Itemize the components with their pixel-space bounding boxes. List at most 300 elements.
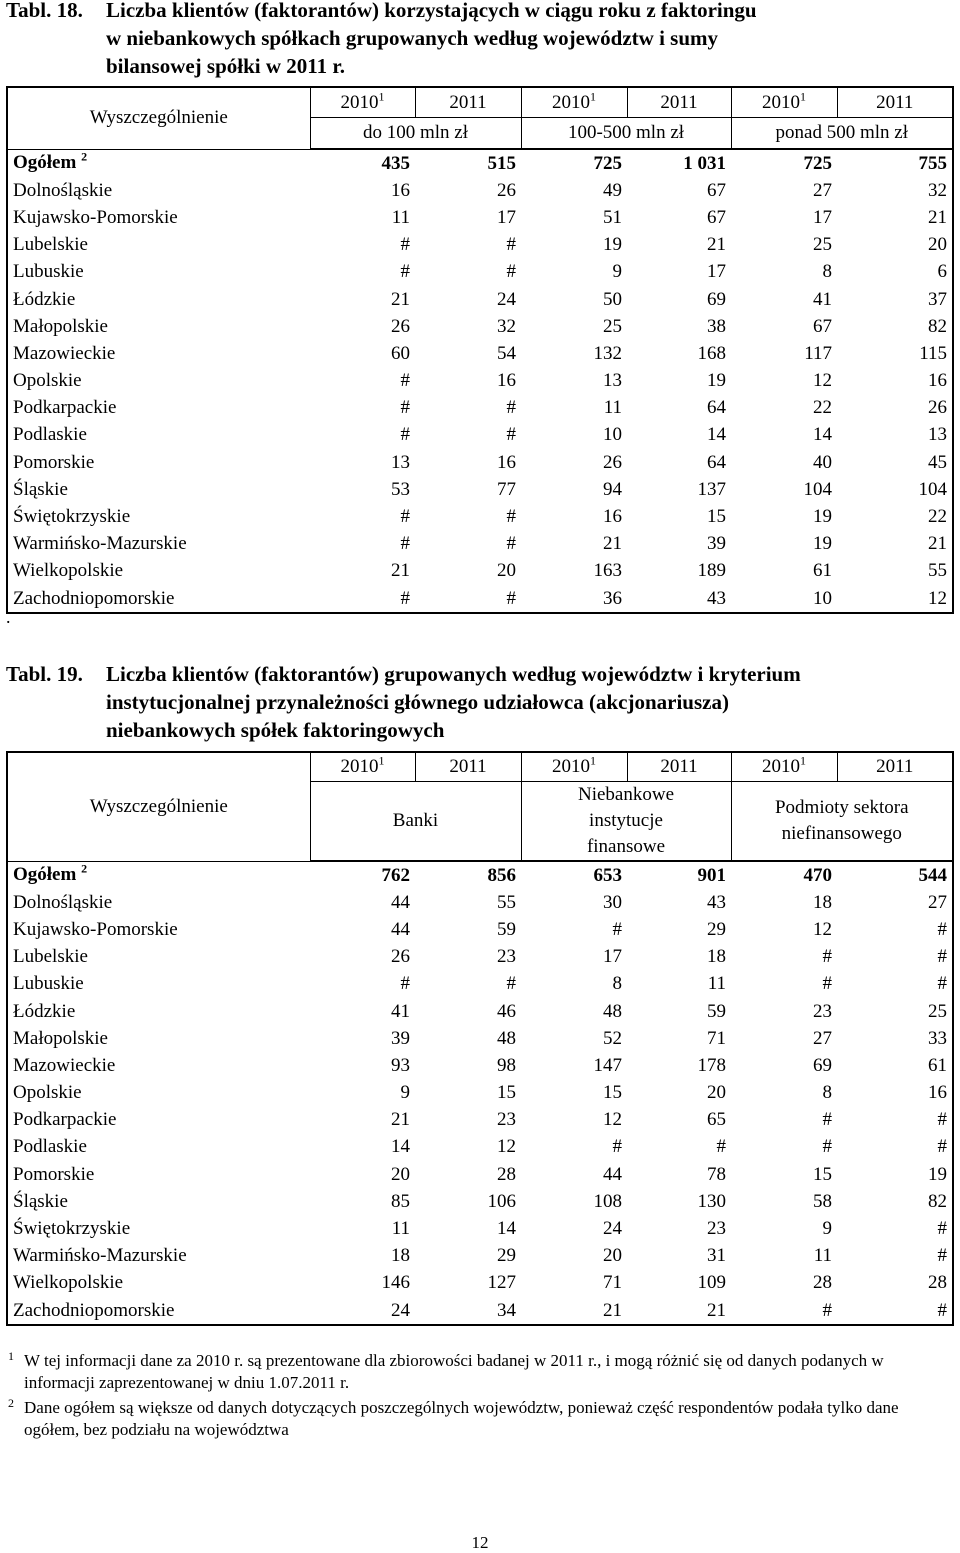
table-cell: 17	[813, 206, 832, 228]
table-row	[7, 232, 953, 259]
table-row	[7, 944, 953, 971]
table-18	[6, 86, 954, 614]
table-cell: #	[612, 918, 622, 940]
table-cell: 11	[391, 1218, 410, 1240]
row-label: Kujawsko-Pomorskie	[13, 206, 178, 228]
year-header: 2010$^1$	[521, 752, 627, 782]
table-cell: 725	[803, 152, 832, 174]
table-cell: #	[400, 587, 410, 609]
table-19-title-line: Liczba klientów (faktorantów) grupowanych według województw i kryterium	[106, 662, 801, 686]
table-row	[7, 422, 953, 449]
table-cell: 44	[391, 918, 410, 940]
footnote	[8, 1350, 948, 1394]
table-cell: 27	[813, 179, 832, 201]
row-label: Świętokrzyskie	[13, 1218, 131, 1240]
table-cell: 27	[928, 891, 947, 913]
table-cell: 14	[813, 424, 832, 446]
year-header: 2010$^1$	[731, 752, 837, 782]
table-18-body	[7, 149, 953, 613]
table-cell: 54	[497, 342, 516, 364]
table-cell: 6	[937, 261, 947, 283]
row-label: Dolnośląskie	[13, 891, 113, 913]
year-header: 2010$^1$	[731, 87, 837, 118]
table-cell: 31	[707, 1245, 726, 1267]
table-cell: 16	[603, 506, 622, 528]
table-cell: 21	[391, 560, 410, 582]
row-label: Lubelskie	[13, 946, 88, 968]
table-cell: 9	[400, 1082, 410, 1104]
table-cell: 36	[603, 587, 622, 609]
table-cell: 470	[803, 864, 832, 886]
table-cell: 59	[707, 1000, 726, 1022]
table-cell: #	[400, 370, 410, 392]
year-header: 2011	[627, 87, 731, 118]
table-cell: 130	[697, 1190, 726, 1212]
table-cell: 94	[603, 478, 622, 500]
table-cell: 16	[928, 1082, 947, 1104]
table-cell: 65	[707, 1109, 726, 1131]
table-cell: 48	[497, 1027, 516, 1049]
table-cell: 13	[391, 451, 410, 473]
footnote-mark: 2	[8, 1396, 14, 1410]
table-row	[7, 286, 953, 313]
table-cell: 146	[381, 1272, 410, 1294]
group-header: Podmioty sektora niefinansowego	[731, 782, 953, 862]
group-header: do 100 mln zł	[310, 118, 521, 150]
group-header: Niebankowe instytucje finansowe	[521, 782, 731, 862]
year-header: 2011	[415, 752, 521, 782]
table-cell: 27	[813, 1027, 832, 1049]
row-label: Warmińsko-Mazurskie	[13, 533, 187, 555]
table-cell: 106	[487, 1190, 516, 1212]
row-label: Podkarpackie	[13, 1109, 117, 1131]
row-label: Warmińsko-Mazurskie	[13, 1245, 187, 1267]
table-cell: 21	[603, 1299, 622, 1321]
table-18-title	[6, 0, 946, 80]
table-19-title-line: instytucjonalnej przynależności głównego udziałowca (akcjonariusza)	[106, 690, 729, 714]
table-cell: #	[400, 424, 410, 446]
table-row	[7, 259, 953, 286]
row-label: Podlaskie	[13, 424, 87, 446]
table-19-title	[6, 660, 946, 744]
table-cell: 28	[928, 1272, 947, 1294]
table-cell: 44	[603, 1163, 622, 1185]
row-label: Lubelskie	[13, 234, 88, 256]
table-cell: 21	[391, 288, 410, 310]
table-cell: 67	[813, 315, 832, 337]
row-label: Opolskie	[13, 1082, 82, 1104]
table-cell: 64	[707, 397, 726, 419]
table-19-body	[7, 861, 953, 1325]
table-cell: 28	[813, 1272, 832, 1294]
table-cell: 19	[707, 370, 726, 392]
table-cell: 58	[813, 1190, 832, 1212]
table-cell: #	[937, 1299, 947, 1321]
table-cell: 49	[603, 179, 622, 201]
table-cell: #	[937, 1218, 947, 1240]
table-cell: 82	[928, 315, 947, 337]
table-cell: 12	[928, 587, 947, 609]
year-header: 2010$^1$	[310, 752, 415, 782]
table-row	[7, 395, 953, 422]
table-cell: #	[506, 973, 516, 995]
table-cell: #	[506, 587, 516, 609]
table-cell: #	[400, 261, 410, 283]
table-row	[7, 916, 953, 943]
table-cell: 8	[822, 261, 832, 283]
table-cell: 10	[603, 424, 622, 446]
table-cell: 93	[391, 1054, 410, 1076]
table-cell: 20	[603, 1245, 622, 1267]
table-cell: 29	[497, 1245, 516, 1267]
table-cell: 78	[707, 1163, 726, 1185]
table-cell: 12	[497, 1136, 516, 1158]
table-row	[7, 1215, 953, 1242]
table-row	[7, 368, 953, 395]
table-18-header-years	[7, 87, 953, 118]
table-cell: 16	[928, 370, 947, 392]
table-cell: #	[822, 973, 832, 995]
table-cell: 21	[603, 533, 622, 555]
footnote	[8, 1397, 948, 1441]
table-cell: 755	[918, 152, 947, 174]
table-cell: #	[506, 397, 516, 419]
table-cell: 41	[813, 288, 832, 310]
table-cell: 77	[497, 478, 516, 500]
table-cell: 21	[391, 1109, 410, 1131]
row-label: Podlaskie	[13, 1136, 87, 1158]
table-cell: 115	[919, 342, 947, 364]
table-row	[7, 204, 953, 231]
row-label: Wielkopolskie	[13, 1272, 124, 1294]
table-cell: 39	[707, 533, 726, 555]
row-label: Śląskie	[13, 478, 68, 500]
table-cell: 28	[497, 1163, 516, 1185]
total-row	[7, 861, 953, 889]
table-cell: #	[937, 918, 947, 940]
table-18-title-line: w niebankowych spółkach grupowanych według województw i sumy	[106, 26, 719, 50]
table-cell: #	[506, 424, 516, 446]
table-cell: 33	[928, 1027, 947, 1049]
group-header: ponad 500 mln zł	[731, 118, 953, 150]
table-cell: 12	[603, 1109, 622, 1131]
year-header: 2011	[415, 87, 521, 118]
table-cell: 11	[603, 397, 622, 419]
table-cell: 178	[697, 1054, 726, 1076]
table-cell: 13	[603, 370, 622, 392]
table-cell: 39	[391, 1027, 410, 1049]
table-cell: #	[400, 506, 410, 528]
row-label: Małopolskie	[13, 315, 108, 337]
table-cell: 17	[707, 261, 726, 283]
row-label: Łódzkie	[13, 288, 76, 310]
table-cell: 20	[707, 1082, 726, 1104]
table-row	[7, 476, 953, 503]
table-cell: 19	[813, 506, 832, 528]
table-cell: 16	[391, 179, 410, 201]
row-label: Ogółem $^2$	[13, 862, 88, 886]
table-cell: 26	[391, 315, 410, 337]
table-19	[6, 751, 954, 1326]
table-cell: 132	[593, 342, 622, 364]
table-row	[7, 1188, 953, 1215]
table-cell: 48	[603, 1000, 622, 1022]
table-cell: 41	[391, 1000, 410, 1022]
table-18-title-line: bilansowej spółki w 2011 r.	[106, 54, 346, 78]
table-cell: 19	[603, 234, 622, 256]
table-cell: 14	[497, 1218, 516, 1240]
table-cell: 725	[593, 152, 622, 174]
table-cell: 104	[918, 478, 947, 500]
table-cell: 127	[487, 1272, 516, 1294]
table-cell: 26	[497, 179, 516, 201]
table-row	[7, 1161, 953, 1188]
table-cell: 14	[391, 1136, 410, 1158]
table-cell: 64	[707, 451, 726, 473]
table-cell: 8	[612, 973, 622, 995]
table-cell: 34	[497, 1299, 516, 1321]
row-label: Lubuskie	[13, 973, 84, 995]
table-cell: 60	[391, 342, 410, 364]
table-row	[7, 340, 953, 367]
table-cell: 762	[381, 864, 410, 886]
table-cell: 15	[497, 1082, 516, 1104]
row-label: Podkarpackie	[13, 397, 117, 419]
table-cell: 85	[391, 1190, 410, 1212]
table-row	[7, 503, 953, 530]
table-cell: 11	[813, 1245, 832, 1267]
table-cell: 117	[804, 342, 832, 364]
table-cell: #	[506, 506, 516, 528]
table-cell: 1 031	[683, 152, 726, 174]
year-header: 2010$^1$	[521, 87, 627, 118]
table-cell: #	[822, 946, 832, 968]
table-cell: 26	[928, 397, 947, 419]
table-row	[7, 1052, 953, 1079]
row-label: Pomorskie	[13, 451, 95, 473]
table-cell: 9	[822, 1218, 832, 1240]
table-cell: 104	[803, 478, 832, 500]
table-cell: 23	[813, 1000, 832, 1022]
table-cell: 137	[697, 478, 726, 500]
table-cell: 71	[603, 1272, 622, 1294]
footnote-text: W tej informacji dane za 2010 r. są prezentowane dla zbiorowości badanej w 2011 r., i mogą różnić się od danych podanych w informacji zaprezentowanej w dniu 1.07.2011 r.	[24, 1351, 884, 1392]
row-label: Świętokrzyskie	[13, 506, 131, 528]
table-cell: #	[506, 261, 516, 283]
table-cell: #	[506, 234, 516, 256]
table-cell: 55	[497, 891, 516, 913]
table-cell: 20	[497, 560, 516, 582]
table-cell: #	[822, 1136, 832, 1158]
table-cell: 59	[497, 918, 516, 940]
table-18-number: Tabl. 18.	[6, 0, 83, 22]
year-header: 2011	[837, 752, 953, 782]
table-19-title-line: niebankowych spółek faktoringowych	[106, 718, 445, 742]
table-cell: 18	[707, 946, 726, 968]
table-cell: #	[716, 1136, 726, 1158]
row-label: Ogółem $^2$	[13, 150, 88, 174]
table-cell: 50	[603, 288, 622, 310]
table-cell: #	[937, 946, 947, 968]
group-header: 100-500 mln zł	[521, 118, 731, 150]
table-cell: #	[937, 1109, 947, 1131]
table-row	[7, 998, 953, 1025]
table-row	[7, 531, 953, 558]
table-cell: 67	[707, 206, 726, 228]
table-cell: 46	[497, 1000, 516, 1022]
table-cell: 53	[391, 478, 410, 500]
table-cell: 901	[697, 864, 726, 886]
table-cell: 67	[707, 179, 726, 201]
table-cell: 25	[928, 1000, 947, 1022]
table-cell: #	[822, 1299, 832, 1321]
table-cell: 108	[593, 1190, 622, 1212]
row-label: Zachodniopomorskie	[13, 1299, 175, 1321]
table-cell: 189	[697, 560, 726, 582]
table-cell: 32	[928, 179, 947, 201]
row-label: Zachodniopomorskie	[13, 587, 175, 609]
table-cell: 61	[928, 1054, 947, 1076]
table-cell: 43	[707, 587, 726, 609]
table-18-title-line: Liczba klientów (faktorantów) korzystających w ciągu roku z faktoringu	[106, 0, 757, 22]
table-row	[7, 1080, 953, 1107]
table-cell: 69	[813, 1054, 832, 1076]
table-cell: #	[400, 973, 410, 995]
row-label: Lubuskie	[13, 261, 84, 283]
table-cell: 52	[603, 1027, 622, 1049]
table-row	[7, 177, 953, 204]
table-row	[7, 1270, 953, 1297]
table-cell: 20	[928, 234, 947, 256]
table-cell: 24	[603, 1218, 622, 1240]
table-cell: 15	[707, 506, 726, 528]
total-row	[7, 149, 953, 177]
table-cell: 71	[707, 1027, 726, 1049]
row-label: Dolnośląskie	[13, 179, 113, 201]
table-cell: #	[937, 973, 947, 995]
table-cell: 29	[707, 918, 726, 940]
table-cell: #	[822, 1109, 832, 1131]
table-cell: 26	[603, 451, 622, 473]
table-row	[7, 585, 953, 613]
page-number: 12	[471, 1533, 489, 1552]
table-cell: 168	[697, 342, 726, 364]
table-19-first-column-header: Wyszczególnienie	[7, 752, 310, 861]
row-label: Pomorskie	[13, 1163, 95, 1185]
table-19-number: Tabl. 19.	[6, 662, 83, 686]
stray-dot: .	[6, 607, 11, 627]
row-label: Łódzkie	[13, 1000, 76, 1022]
table-cell: 10	[813, 587, 832, 609]
table-cell: 61	[813, 560, 832, 582]
table-cell: 82	[928, 1190, 947, 1212]
table-cell: 12	[813, 918, 832, 940]
table-cell: 37	[928, 288, 947, 310]
table-cell: 9	[612, 261, 622, 283]
table-cell: 856	[487, 864, 516, 886]
table-cell: 163	[593, 560, 622, 582]
row-label: Śląskie	[13, 1190, 68, 1212]
table-cell: 653	[593, 864, 622, 886]
table-cell: 17	[603, 946, 622, 968]
table-cell: 43	[707, 891, 726, 913]
table-cell: 21	[707, 1299, 726, 1321]
table-cell: 21	[707, 234, 726, 256]
row-label: Małopolskie	[13, 1027, 108, 1049]
table-cell: 40	[813, 451, 832, 473]
row-label: Mazowieckie	[13, 1054, 116, 1076]
table-cell: 38	[707, 315, 726, 337]
table-cell: 22	[928, 506, 947, 528]
row-label: Mazowieckie	[13, 342, 116, 364]
footnote-mark: 1	[8, 1349, 14, 1363]
table-cell: 18	[391, 1245, 410, 1267]
row-label: Opolskie	[13, 370, 82, 392]
table-cell: 55	[928, 560, 947, 582]
table-cell: 24	[391, 1299, 410, 1321]
row-label: Kujawsko-Pomorskie	[13, 918, 178, 940]
table-cell: 11	[391, 206, 410, 228]
table-cell: 21	[928, 206, 947, 228]
table-cell: #	[400, 234, 410, 256]
table-row	[7, 1297, 953, 1325]
table-cell: 11	[707, 973, 726, 995]
table-cell: 17	[497, 206, 516, 228]
footnote-text: Dane ogółem są większe od danych dotyczących poszczególnych województw, ponieważ część respondentów podała tylko dane ogółem, bez podziału na województwa	[24, 1398, 899, 1439]
table-18-first-column-header: Wyszczególnienie	[7, 87, 310, 149]
table-cell: #	[937, 1136, 947, 1158]
table-cell: 30	[603, 891, 622, 913]
table-cell: 515	[487, 152, 516, 174]
year-header: 2011	[627, 752, 731, 782]
table-cell: 23	[497, 1109, 516, 1131]
table-cell: 544	[918, 864, 947, 886]
table-cell: 69	[707, 288, 726, 310]
table-row	[7, 1243, 953, 1270]
table-cell: #	[937, 1245, 947, 1267]
table-cell: 26	[391, 946, 410, 968]
table-cell: 98	[497, 1054, 516, 1076]
table-cell: 18	[813, 891, 832, 913]
table-cell: 32	[497, 315, 516, 337]
table-row	[7, 1107, 953, 1134]
table-row	[7, 889, 953, 916]
table-row	[7, 1025, 953, 1052]
table-cell: #	[612, 1136, 622, 1158]
table-cell: 45	[928, 451, 947, 473]
table-cell: 15	[603, 1082, 622, 1104]
table-cell: 14	[707, 424, 726, 446]
group-header: Banki	[310, 782, 521, 862]
table-cell: 147	[593, 1054, 622, 1076]
table-row	[7, 1134, 953, 1161]
table-cell: 22	[813, 397, 832, 419]
table-19-header-years	[7, 752, 953, 782]
table-cell: 20	[391, 1163, 410, 1185]
table-cell: 12	[813, 370, 832, 392]
year-header: 2010$^1$	[310, 87, 415, 118]
table-cell: 44	[391, 891, 410, 913]
footnotes	[8, 1350, 948, 1444]
table-row	[7, 313, 953, 340]
table-cell: 23	[707, 1218, 726, 1240]
table-cell: 13	[928, 424, 947, 446]
table-cell: 24	[497, 288, 516, 310]
table-cell: #	[506, 533, 516, 555]
table-cell: #	[400, 397, 410, 419]
table-cell: 8	[822, 1082, 832, 1104]
table-cell: 23	[497, 946, 516, 968]
